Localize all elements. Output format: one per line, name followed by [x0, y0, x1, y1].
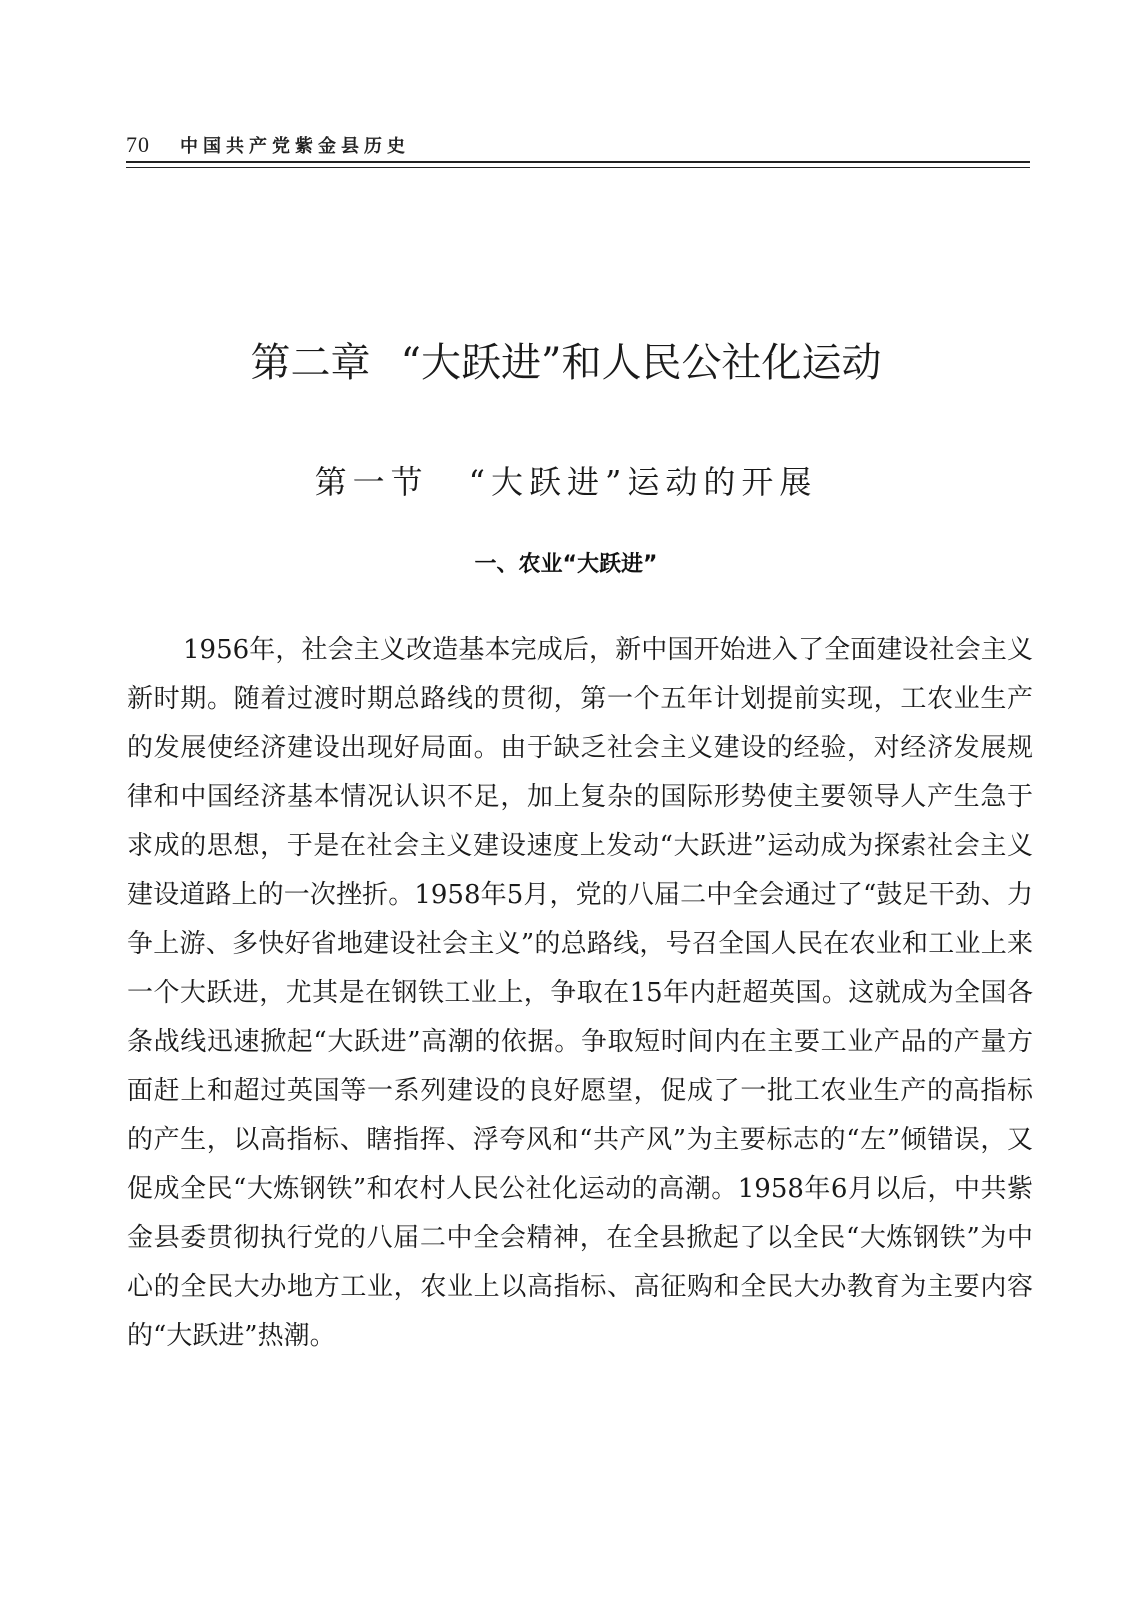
header-rule-thin: [126, 167, 1030, 168]
book-title: 中国共产党紫金县历史: [180, 136, 410, 157]
chapter-heading: [0, 338, 1132, 388]
subsection-title: 一、农业“大跃进”: [474, 552, 658, 577]
section-heading: [0, 462, 1132, 502]
chapter-title: “大跃进”和人民公社化运动: [400, 340, 882, 386]
body-paragraph: 1956年，社会主义改造基本完成后，新中国开始进入了全面建设社会主义新时期。随着过渡时期总路线的贯彻，第一个五年计划提前实现，工农业生产的发展使经济建设出现好局面。由于缺乏社会主义建设的经验，对经济发展规律和中国经济基本情况认识不足，加上复杂的国际形势使主要领导人产生急于求成的思想，于是在社会主义建设速度上发动“大跃进”运动成为探索社会主义建设道路上的一次挫折。1958年5月，党的八届二中全会通过了“鼓足干劲、力争上游、多快好省地建设社会主义”的总路线，号召全国人民在农业和工业上来一个大跃进，尤其是在钢铁工业上，争取在15年内赶超英国。这就成为全国各条战线迅速掀起“大跃进”高潮的依据。争取短时间内在主要工业产品的产量方面赶上和超过英国等一系列建设的良好愿望，促成了一批工农业生产的高指标的产生，以高指标、瞎指挥、浮夸风和“共产风”为主要标志的“左”倾错误，又促成全民“大炼钢铁”和农村人民公社化运动的高潮。1958年6月以后，中共紫金县委贯彻执行党的八届二中全会精神，在全县掀起了以全民“大炼钢铁”为中心的全民大办地方工业，农业上以高指标、高征购和全民大办教育为主要内容的“大跃进”热潮。: [127, 635, 1033, 1351]
section-title: “大跃进”运动的开展: [468, 463, 818, 501]
running-head: [126, 132, 410, 162]
header-rule-thick: [126, 161, 1030, 163]
chapter-label: 第二章: [250, 340, 371, 386]
section-label: 第一节: [314, 463, 429, 501]
page-number: 70: [126, 132, 150, 157]
